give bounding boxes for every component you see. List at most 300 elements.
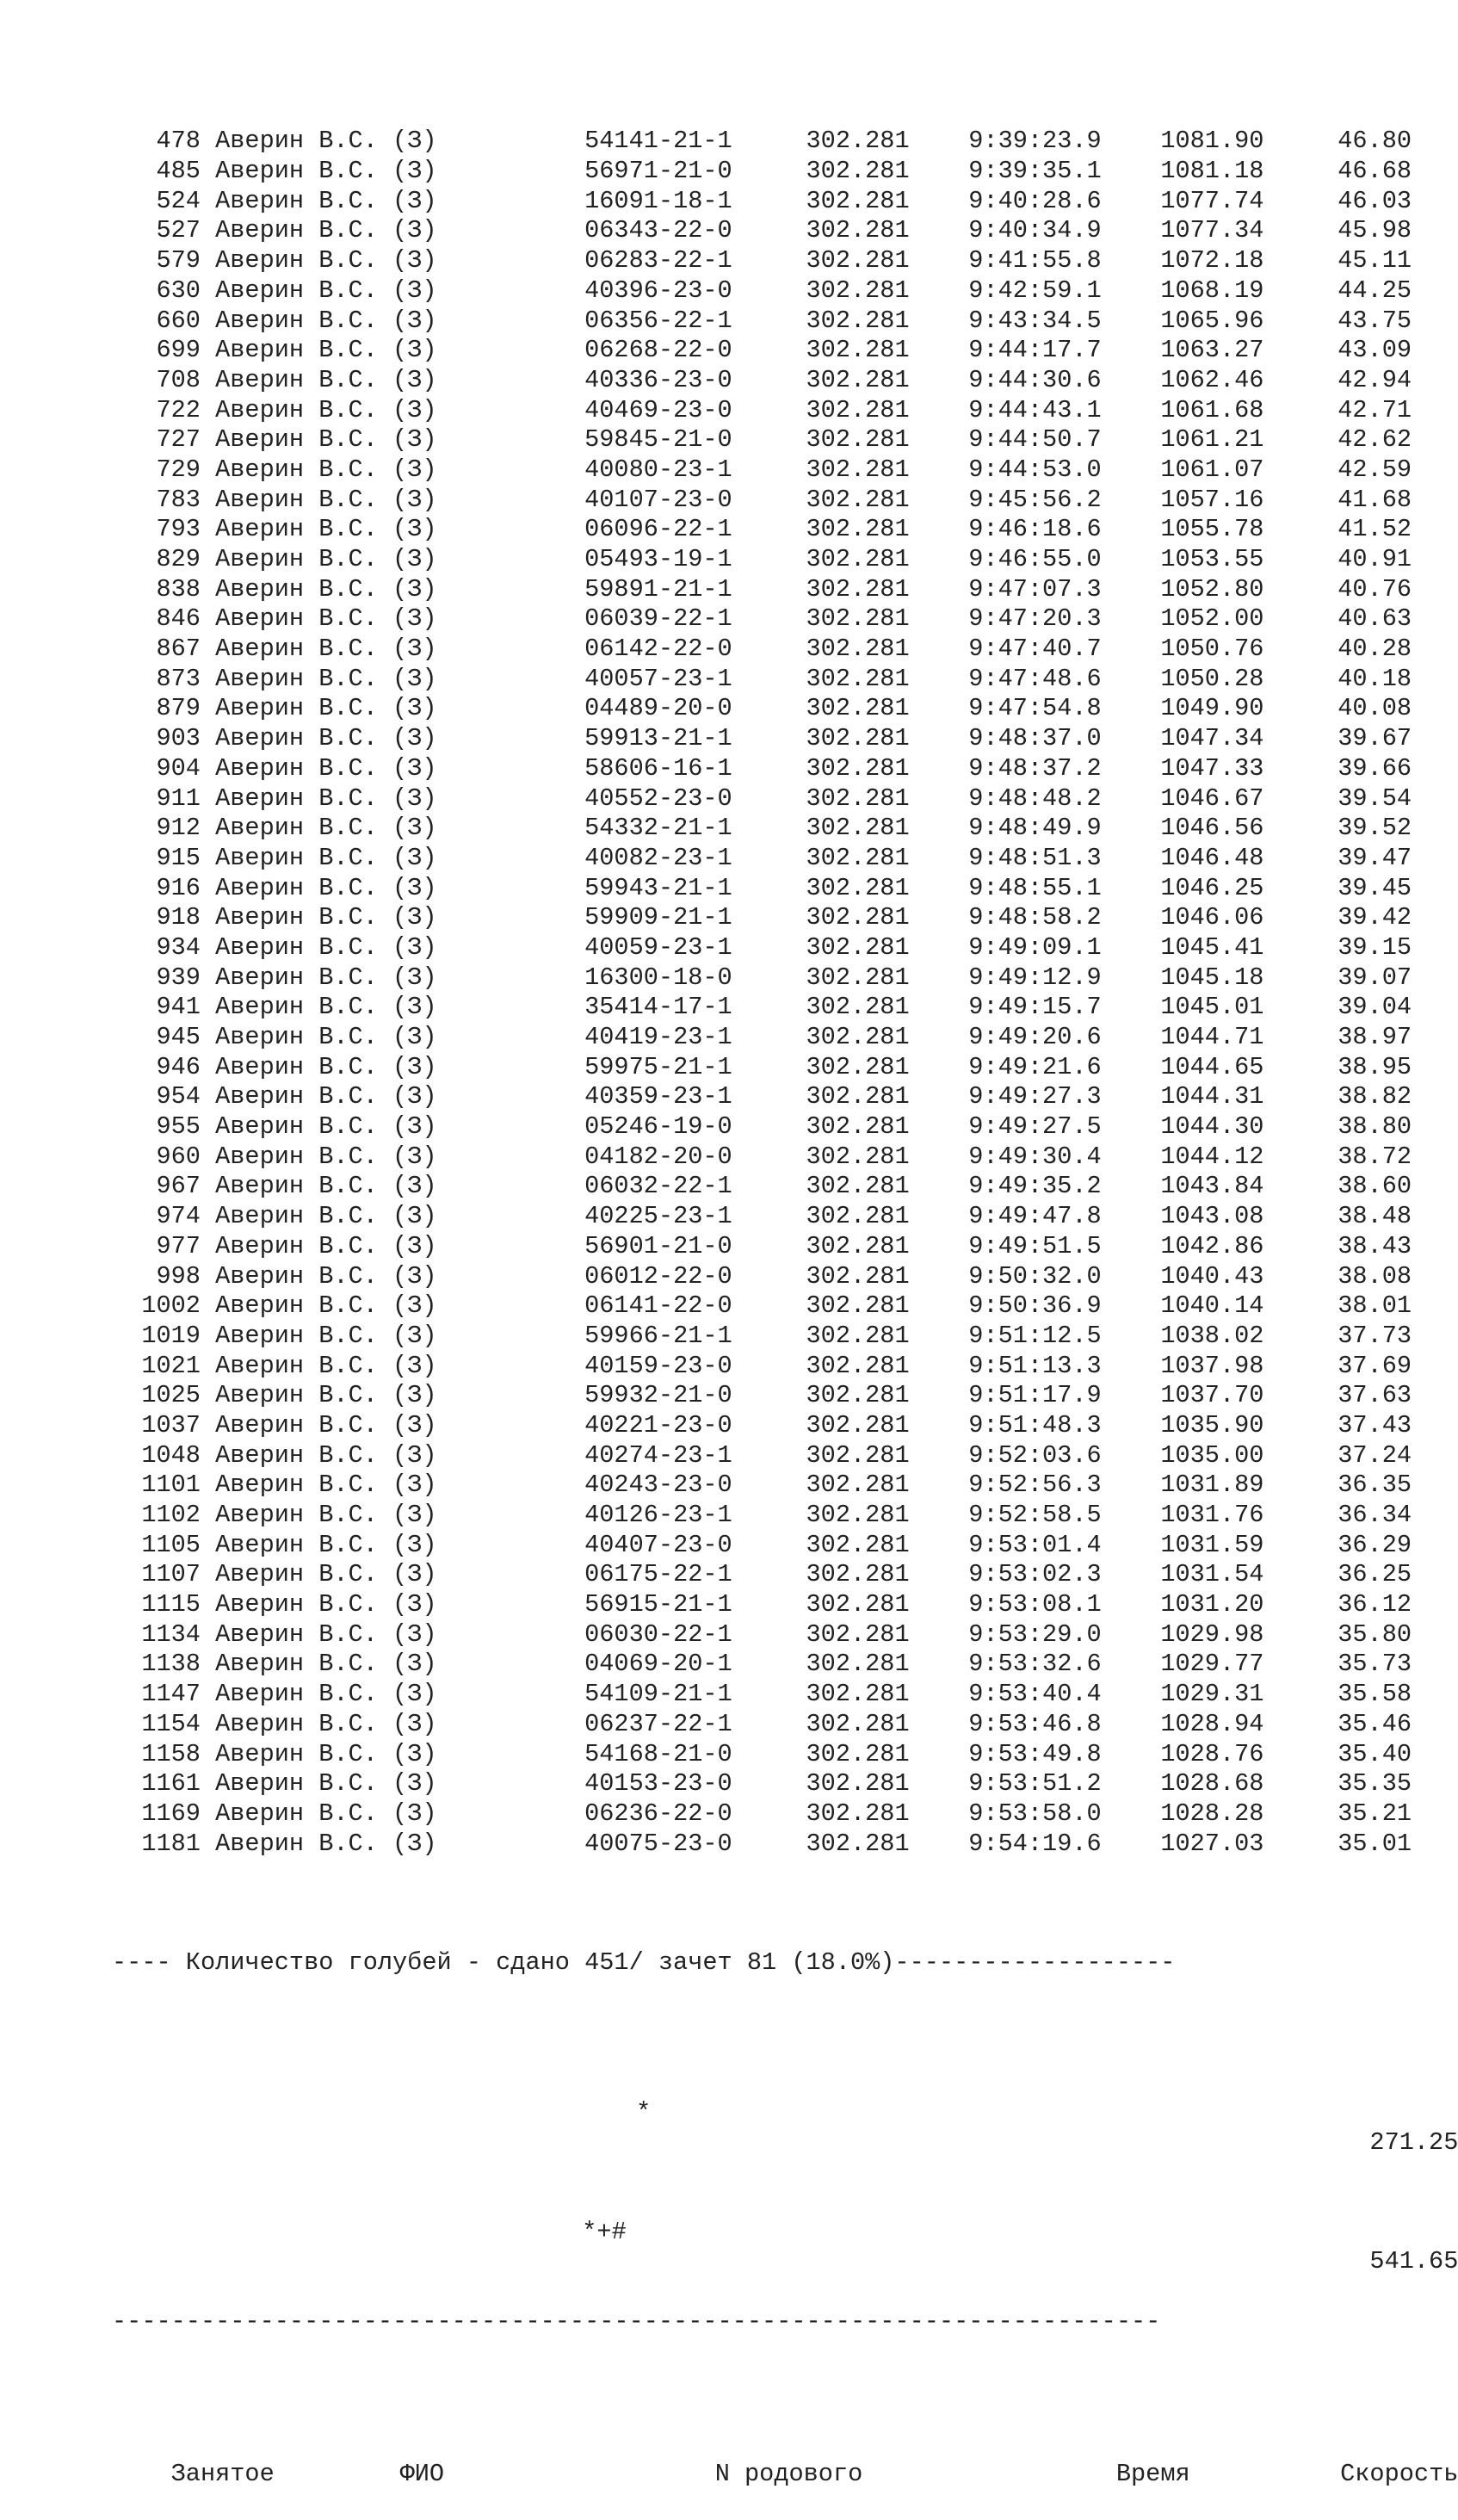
- table-row: [112, 963, 1458, 994]
- distance-cell: 302.281: [806, 395, 910, 424]
- ring-number-cell: 40407-23-0: [584, 1530, 732, 1559]
- coefficient-cell: 1044.12: [1160, 1142, 1264, 1171]
- speed-cell: 39.47: [1338, 843, 1412, 872]
- speed-cell: 39.07: [1338, 963, 1412, 992]
- distance-cell: 302.281: [806, 1501, 910, 1530]
- place-cell: 1105: [141, 1530, 201, 1559]
- ring-number-cell: 06237-22-1: [584, 1709, 732, 1738]
- fancier-name-cell: Аверин В.С. (З): [215, 1590, 437, 1619]
- coefficient-cell: 1031.54: [1160, 1560, 1264, 1589]
- ring-number-cell: 40153-23-0: [584, 1769, 732, 1799]
- ring-number-cell: 58606-16-1: [584, 753, 732, 783]
- summary-value-2: 541.65: [1369, 2247, 1458, 2276]
- fancier-name-cell: Аверин В.С. (З): [215, 1261, 437, 1291]
- arrival-time-cell: 9:49:30.4: [968, 1142, 1102, 1171]
- distance-cell: 302.281: [806, 1680, 910, 1709]
- ring-number-cell: 06039-22-1: [584, 604, 732, 634]
- speed-cell: 46.80: [1338, 127, 1412, 156]
- fancier-name-cell: Аверин В.С. (З): [215, 1829, 437, 1858]
- coefficient-cell: 1035.90: [1160, 1410, 1264, 1440]
- speed-cell: 41.52: [1338, 515, 1412, 544]
- ring-number-cell: 06032-22-1: [584, 1172, 732, 1201]
- place-cell: 485: [156, 157, 201, 186]
- coefficient-cell: 1027.03: [1160, 1829, 1264, 1858]
- place-cell: 977: [156, 1231, 201, 1260]
- speed-cell: 46.68: [1338, 157, 1412, 186]
- ring-number-cell: 35414-17-1: [584, 993, 732, 1022]
- arrival-time-cell: 9:44:43.1: [968, 395, 1102, 424]
- distance-cell: 302.281: [806, 724, 910, 753]
- ring-number-cell: 40059-23-1: [584, 932, 732, 962]
- speed-cell: 35.35: [1338, 1769, 1412, 1799]
- ring-number-cell: 16091-18-1: [584, 186, 732, 215]
- table-row: [112, 1112, 1458, 1142]
- speed-cell: 40.91: [1338, 545, 1412, 574]
- speed-cell: 37.69: [1338, 1351, 1412, 1380]
- arrival-time-cell: 9:50:32.0: [968, 1261, 1102, 1291]
- table-row: [112, 724, 1458, 754]
- fancier-name-cell: Аверин В.С. (З): [215, 1381, 437, 1410]
- table-row: [112, 1082, 1458, 1112]
- place-cell: 1138: [141, 1650, 201, 1679]
- arrival-time-cell: 9:51:13.3: [968, 1351, 1102, 1380]
- fancier-name-cell: Аверин В.С. (З): [215, 515, 437, 544]
- ring-number-cell: 54141-21-1: [584, 127, 732, 156]
- coefficient-cell: 1029.77: [1160, 1650, 1264, 1679]
- ring-number-cell: 06142-22-0: [584, 635, 732, 664]
- distance-cell: 302.281: [806, 365, 910, 394]
- place-cell: 1107: [141, 1560, 201, 1589]
- coefficient-cell: 1050.28: [1160, 664, 1264, 693]
- place-cell: 579: [156, 246, 201, 276]
- table-row: [112, 1381, 1458, 1411]
- place-cell: 1019: [141, 1321, 201, 1350]
- fancier-name-cell: Аверин В.С. (З): [215, 395, 437, 424]
- place-cell: 1169: [141, 1799, 201, 1828]
- ring-number-cell: 05493-19-1: [584, 545, 732, 574]
- ring-number-cell: 16300-18-0: [584, 963, 732, 992]
- arrival-time-cell: 9:53:08.1: [968, 1590, 1102, 1619]
- fancier-name-cell: Аверин В.С. (З): [215, 1799, 437, 1828]
- speed-cell: 35.80: [1338, 1619, 1412, 1649]
- speed-cell: 36.12: [1338, 1590, 1412, 1619]
- fancier-name-cell: Аверин В.С. (З): [215, 814, 437, 843]
- speed-cell: 42.71: [1338, 395, 1412, 424]
- place-cell: 934: [156, 932, 201, 962]
- arrival-time-cell: 9:49:09.1: [968, 932, 1102, 962]
- fancier-name-cell: Аверин В.С. (З): [215, 963, 437, 992]
- arrival-time-cell: 9:47:48.6: [968, 664, 1102, 693]
- speed-cell: 40.76: [1338, 574, 1412, 604]
- ring-number-cell: 04489-20-0: [584, 694, 732, 723]
- place-cell: 867: [156, 635, 201, 664]
- distance-cell: 302.281: [806, 1739, 910, 1768]
- coefficient-cell: 1077.34: [1160, 216, 1264, 245]
- arrival-time-cell: 9:49:47.8: [968, 1202, 1102, 1231]
- speed-cell: 37.63: [1338, 1381, 1412, 1410]
- fancier-name-cell: Аверин В.С. (З): [215, 1530, 437, 1559]
- distance-cell: 302.281: [806, 873, 910, 902]
- distance-cell: 302.281: [806, 1351, 910, 1380]
- fancier-name-cell: Аверин В.С. (З): [215, 1052, 437, 1081]
- ring-number-cell: 56915-21-1: [584, 1590, 732, 1619]
- speed-cell: 35.58: [1338, 1680, 1412, 1709]
- arrival-time-cell: 9:48:58.2: [968, 903, 1102, 932]
- speed-cell: 39.54: [1338, 783, 1412, 813]
- summary-row-2: [112, 2188, 1458, 2276]
- fancier-name-cell: Аверин В.С. (З): [215, 1142, 437, 1171]
- arrival-time-cell: 9:48:37.0: [968, 724, 1102, 753]
- speed-cell: 39.45: [1338, 873, 1412, 902]
- place-cell: 873: [156, 664, 201, 693]
- ring-number-cell: 06356-22-1: [584, 306, 732, 335]
- count-summary-line: ---- Количество голубей - сдано 451/ зачет 81 (18.0%)-------------------: [112, 1948, 1176, 1978]
- fancier-name-cell: Аверин В.С. (З): [215, 1619, 437, 1649]
- ring-number-cell: 40107-23-0: [584, 485, 732, 514]
- header-name: ФИО: [399, 2460, 445, 2489]
- place-cell: 793: [156, 515, 201, 544]
- table-row: [112, 1262, 1458, 1292]
- place-cell: 1115: [141, 1590, 201, 1619]
- speed-cell: 38.48: [1338, 1202, 1412, 1231]
- distance-cell: 302.281: [806, 1082, 910, 1111]
- distance-cell: 302.281: [806, 1112, 910, 1142]
- distance-cell: 302.281: [806, 1769, 910, 1799]
- distance-cell: 302.281: [806, 216, 910, 245]
- ring-number-cell: 59909-21-1: [584, 903, 732, 932]
- arrival-time-cell: 9:48:49.9: [968, 814, 1102, 843]
- arrival-time-cell: 9:53:51.2: [968, 1769, 1102, 1799]
- fancier-name-cell: Аверин В.С. (З): [215, 903, 437, 932]
- arrival-time-cell: 9:53:58.0: [968, 1799, 1102, 1828]
- fancier-name-cell: Аверин В.С. (З): [215, 604, 437, 634]
- speed-cell: 36.25: [1338, 1560, 1412, 1589]
- coefficient-cell: 1050.76: [1160, 635, 1264, 664]
- arrival-time-cell: 9:51:17.9: [968, 1381, 1102, 1410]
- distance-cell: 302.281: [806, 1023, 910, 1052]
- ring-number-cell: 56901-21-0: [584, 1231, 732, 1260]
- coefficient-cell: 1052.00: [1160, 604, 1264, 634]
- place-cell: 903: [156, 724, 201, 753]
- speed-cell: 38.60: [1338, 1172, 1412, 1201]
- table-row: [112, 1291, 1458, 1322]
- ring-number-cell: 40419-23-1: [584, 1023, 732, 1052]
- arrival-time-cell: 9:49:20.6: [968, 1023, 1102, 1052]
- table-row: [112, 1023, 1458, 1053]
- table-row: [112, 1531, 1458, 1561]
- arrival-time-cell: 9:47:20.3: [968, 604, 1102, 634]
- table-row: [112, 665, 1458, 695]
- fancier-name-cell: Аверин В.С. (З): [215, 1501, 437, 1530]
- distance-cell: 302.281: [806, 753, 910, 783]
- coefficient-cell: 1044.30: [1160, 1112, 1264, 1142]
- speed-cell: 44.25: [1338, 276, 1412, 305]
- place-cell: 904: [156, 753, 201, 783]
- ring-number-cell: 56971-21-0: [584, 157, 732, 186]
- fancier-name-cell: Аверин В.С. (З): [215, 1440, 437, 1470]
- distance-cell: 302.281: [806, 1560, 910, 1589]
- distance-cell: 302.281: [806, 515, 910, 544]
- ring-number-cell: 40159-23-0: [584, 1351, 732, 1380]
- fancier-name-cell: Аверин В.С. (З): [215, 1560, 437, 1589]
- speed-cell: 38.97: [1338, 1023, 1412, 1052]
- arrival-time-cell: 9:48:48.2: [968, 783, 1102, 813]
- arrival-time-cell: 9:43:34.5: [968, 306, 1102, 335]
- speed-cell: 40.63: [1338, 604, 1412, 634]
- ring-number-cell: 40336-23-0: [584, 365, 732, 394]
- coefficient-cell: 1044.31: [1160, 1082, 1264, 1111]
- coefficient-cell: 1031.89: [1160, 1471, 1264, 1500]
- header-speed: Скорость: [1340, 2460, 1458, 2489]
- fancier-name-cell: Аверин В.С. (З): [215, 336, 437, 365]
- arrival-time-cell: 9:46:55.0: [968, 545, 1102, 574]
- arrival-time-cell: 9:48:55.1: [968, 873, 1102, 902]
- fancier-name-cell: Аверин В.С. (З): [215, 1231, 437, 1260]
- coefficient-cell: 1031.76: [1160, 1501, 1264, 1530]
- ring-number-cell: 59913-21-1: [584, 724, 732, 753]
- coefficient-cell: 1057.16: [1160, 485, 1264, 514]
- distance-cell: 302.281: [806, 425, 910, 455]
- ring-number-cell: 40359-23-1: [584, 1082, 732, 1111]
- speed-cell: 43.75: [1338, 306, 1412, 335]
- table-row: [112, 455, 1458, 486]
- header-place: Занятое: [170, 2460, 275, 2489]
- place-cell: 918: [156, 903, 201, 932]
- distance-cell: 302.281: [806, 814, 910, 843]
- distance-cell: 302.281: [806, 903, 910, 932]
- coefficient-cell: 1028.76: [1160, 1739, 1264, 1768]
- coefficient-cell: 1081.90: [1160, 127, 1264, 156]
- distance-cell: 302.281: [806, 127, 910, 156]
- speed-cell: 38.72: [1338, 1142, 1412, 1171]
- table-row: [112, 1590, 1458, 1620]
- table-row: [112, 1322, 1458, 1352]
- coefficient-cell: 1072.18: [1160, 246, 1264, 276]
- place-cell: 1002: [141, 1291, 201, 1321]
- table-row: [112, 336, 1458, 366]
- speed-cell: 40.08: [1338, 694, 1412, 723]
- coefficient-cell: 1062.46: [1160, 365, 1264, 394]
- ring-number-cell: 59845-21-0: [584, 425, 732, 455]
- fancier-name-cell: Аверин В.С. (З): [215, 455, 437, 484]
- table-row: [112, 933, 1458, 963]
- speed-cell: 45.98: [1338, 216, 1412, 245]
- speed-cell: 38.80: [1338, 1112, 1412, 1142]
- table-row: [112, 246, 1458, 276]
- ring-number-cell: 59966-21-1: [584, 1321, 732, 1350]
- ring-number-cell: 59975-21-1: [584, 1052, 732, 1081]
- ring-number-cell: 40221-23-0: [584, 1410, 732, 1440]
- speed-cell: 37.43: [1338, 1410, 1412, 1440]
- arrival-time-cell: 9:40:28.6: [968, 186, 1102, 215]
- distance-cell: 302.281: [806, 1709, 910, 1738]
- coefficient-cell: 1038.02: [1160, 1321, 1264, 1350]
- coefficient-cell: 1063.27: [1160, 336, 1264, 365]
- coefficient-cell: 1047.34: [1160, 724, 1264, 753]
- distance-cell: 302.281: [806, 485, 910, 514]
- table-row: [112, 1560, 1458, 1590]
- place-cell: 699: [156, 336, 201, 365]
- place-cell: 1161: [141, 1769, 201, 1799]
- table-row: [112, 306, 1458, 337]
- table-row: [112, 694, 1458, 724]
- coefficient-cell: 1045.18: [1160, 963, 1264, 992]
- fancier-name-cell: Аверин В.С. (З): [215, 932, 437, 962]
- coefficient-cell: 1046.25: [1160, 873, 1264, 902]
- ring-number-cell: 06175-22-1: [584, 1560, 732, 1589]
- fancier-name-cell: Аверин В.С. (З): [215, 843, 437, 872]
- table-row: [112, 425, 1458, 455]
- arrival-time-cell: 9:47:07.3: [968, 574, 1102, 604]
- coefficient-cell: 1061.07: [1160, 455, 1264, 484]
- coefficient-cell: 1028.94: [1160, 1709, 1264, 1738]
- coefficient-cell: 1046.48: [1160, 843, 1264, 872]
- place-cell: 967: [156, 1172, 201, 1201]
- place-cell: 527: [156, 216, 201, 245]
- place-cell: 955: [156, 1112, 201, 1142]
- distance-cell: 302.281: [806, 1590, 910, 1619]
- place-cell: 1154: [141, 1709, 201, 1738]
- distance-cell: 302.281: [806, 1410, 910, 1440]
- speed-cell: 39.52: [1338, 814, 1412, 843]
- header-ring: N родового: [714, 2460, 863, 2489]
- fancier-name-cell: Аверин В.С. (З): [215, 1112, 437, 1142]
- place-cell: 660: [156, 306, 201, 335]
- ring-number-cell: 40552-23-0: [584, 783, 732, 813]
- ring-number-cell: 40075-23-0: [584, 1829, 732, 1858]
- distance-cell: 302.281: [806, 664, 910, 693]
- coefficient-cell: 1043.08: [1160, 1202, 1264, 1231]
- results-sheet: [112, 67, 1458, 2490]
- place-cell: 941: [156, 993, 201, 1022]
- coefficient-cell: 1052.80: [1160, 574, 1264, 604]
- arrival-time-cell: 9:49:12.9: [968, 963, 1102, 992]
- distance-cell: 302.281: [806, 604, 910, 634]
- summary-mark-1: *: [636, 2097, 652, 2127]
- arrival-time-cell: 9:49:51.5: [968, 1231, 1102, 1260]
- place-cell: 783: [156, 485, 201, 514]
- coefficient-cell: 1029.98: [1160, 1619, 1264, 1649]
- distance-cell: 302.281: [806, 276, 910, 305]
- arrival-time-cell: 9:50:36.9: [968, 1291, 1102, 1321]
- table-row: [112, 844, 1458, 874]
- fancier-name-cell: Аверин В.С. (З): [215, 365, 437, 394]
- table-row: [112, 396, 1458, 426]
- distance-cell: 302.281: [806, 993, 910, 1022]
- arrival-time-cell: 9:53:02.3: [968, 1560, 1102, 1589]
- coefficient-cell: 1037.98: [1160, 1351, 1264, 1380]
- arrival-time-cell: 9:53:01.4: [968, 1530, 1102, 1559]
- place-cell: 1048: [141, 1440, 201, 1470]
- coefficient-cell: 1065.96: [1160, 306, 1264, 335]
- place-cell: 722: [156, 395, 201, 424]
- table-row: [112, 874, 1458, 904]
- place-cell: 846: [156, 604, 201, 634]
- distance-cell: 302.281: [806, 157, 910, 186]
- place-cell: 1025: [141, 1381, 201, 1410]
- fancier-name-cell: Аверин В.С. (З): [215, 157, 437, 186]
- table-row: [112, 187, 1458, 217]
- fancier-name-cell: Аверин В.С. (З): [215, 1351, 437, 1380]
- coefficient-cell: 1031.20: [1160, 1590, 1264, 1619]
- place-cell: 1134: [141, 1619, 201, 1649]
- arrival-time-cell: 9:49:21.6: [968, 1052, 1102, 1081]
- fancier-name-cell: Аверин В.С. (З): [215, 1680, 437, 1709]
- distance-cell: 302.281: [806, 1261, 910, 1291]
- coefficient-cell: 1045.01: [1160, 993, 1264, 1022]
- ring-number-cell: 54332-21-1: [584, 814, 732, 843]
- speed-cell: 46.03: [1338, 186, 1412, 215]
- place-cell: 729: [156, 455, 201, 484]
- table-row: [112, 1411, 1458, 1441]
- arrival-time-cell: 9:44:50.7: [968, 425, 1102, 455]
- ring-number-cell: 40225-23-1: [584, 1202, 732, 1231]
- table-row: [112, 127, 1458, 157]
- arrival-time-cell: 9:52:03.6: [968, 1440, 1102, 1470]
- speed-cell: 40.18: [1338, 664, 1412, 693]
- coefficient-cell: 1044.71: [1160, 1023, 1264, 1052]
- place-cell: 974: [156, 1202, 201, 1231]
- distance-cell: 302.281: [806, 1052, 910, 1081]
- fancier-name-cell: Аверин В.С. (З): [215, 1202, 437, 1231]
- speed-cell: 45.11: [1338, 246, 1412, 276]
- distance-cell: 302.281: [806, 455, 910, 484]
- distance-cell: 302.281: [806, 1650, 910, 1679]
- ring-number-cell: 40396-23-0: [584, 276, 732, 305]
- table-row: [112, 1352, 1458, 1382]
- arrival-time-cell: 9:53:29.0: [968, 1619, 1102, 1649]
- fancier-name-cell: Аверин В.С. (З): [215, 306, 437, 335]
- speed-cell: 38.43: [1338, 1231, 1412, 1260]
- speed-cell: 37.24: [1338, 1440, 1412, 1470]
- ring-number-cell: 06141-22-0: [584, 1291, 732, 1321]
- separator-line: -----------------------------------------------------------------------: [112, 2306, 1161, 2336]
- arrival-time-cell: 9:48:37.2: [968, 753, 1102, 783]
- table-row: [112, 575, 1458, 605]
- arrival-time-cell: 9:53:32.6: [968, 1650, 1102, 1679]
- coefficient-cell: 1046.06: [1160, 903, 1264, 932]
- ring-number-cell: 04182-20-0: [584, 1142, 732, 1171]
- arrival-time-cell: 9:51:12.5: [968, 1321, 1102, 1350]
- ring-number-cell: 54109-21-1: [584, 1680, 732, 1709]
- place-cell: 912: [156, 814, 201, 843]
- place-cell: 879: [156, 694, 201, 723]
- place-cell: 915: [156, 843, 201, 872]
- coefficient-cell: 1028.68: [1160, 1769, 1264, 1799]
- table-row: [112, 604, 1458, 635]
- arrival-time-cell: 9:49:15.7: [968, 993, 1102, 1022]
- speed-cell: 38.01: [1338, 1291, 1412, 1321]
- speed-cell: 36.34: [1338, 1501, 1412, 1530]
- ring-number-cell: 06096-22-1: [584, 515, 732, 544]
- table-row: [112, 1172, 1458, 1202]
- place-cell: 1158: [141, 1739, 201, 1768]
- distance-cell: 302.281: [806, 545, 910, 574]
- speed-cell: 35.01: [1338, 1829, 1412, 1858]
- distance-cell: 302.281: [806, 306, 910, 335]
- speed-cell: 38.95: [1338, 1052, 1412, 1081]
- coefficient-cell: 1043.84: [1160, 1172, 1264, 1201]
- ring-number-cell: 40080-23-1: [584, 455, 732, 484]
- ring-number-cell: 40274-23-1: [584, 1440, 732, 1470]
- coefficient-cell: 1055.78: [1160, 515, 1264, 544]
- distance-cell: 302.281: [806, 246, 910, 276]
- distance-cell: 302.281: [806, 1231, 910, 1260]
- place-cell: 960: [156, 1142, 201, 1171]
- coefficient-cell: 1044.65: [1160, 1052, 1264, 1081]
- arrival-time-cell: 9:49:27.3: [968, 1082, 1102, 1111]
- coefficient-cell: 1061.68: [1160, 395, 1264, 424]
